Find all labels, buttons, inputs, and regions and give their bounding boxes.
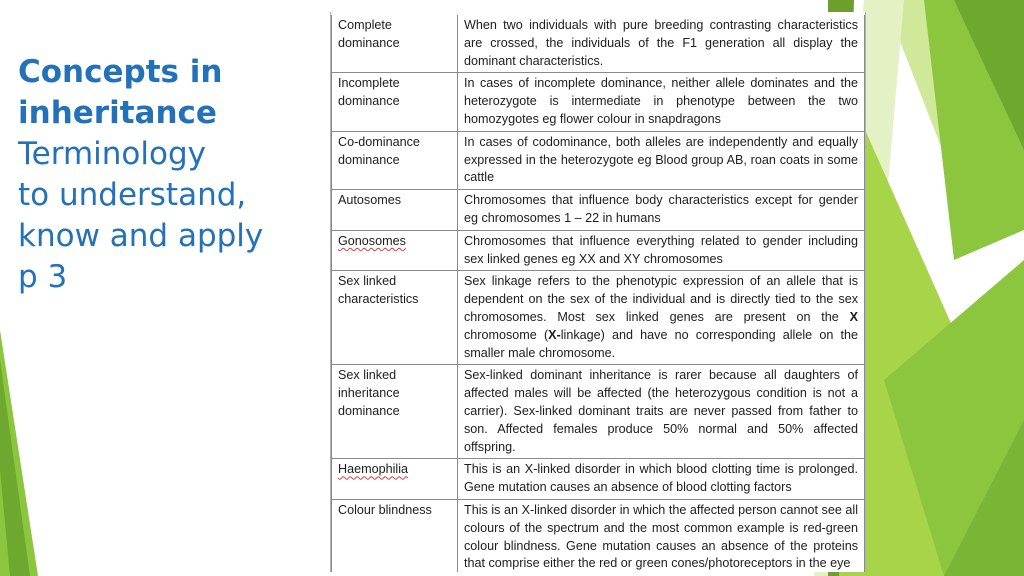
table-row: [332, 459, 865, 500]
terminology-document: [330, 12, 866, 572]
def-part: chromosome (: [464, 327, 549, 342]
table-row: [332, 230, 865, 271]
term-cell: Sex linked characteristics: [332, 271, 458, 365]
subtitle-line-2: to understand,: [18, 177, 247, 213]
definition-cell: Chromosomes that influence body characteristics except for gender eg chromosomes 1 – 22 in humans: [458, 190, 865, 231]
definition-cell: In cases of codominance, both alleles are independently and equally expressed in the heterozygote eg Blood group AB, roan coats in some cattle: [458, 131, 865, 189]
definition-cell: Chromosomes that influence everything related to gender including sex linked genes eg XX and XY chromosomes: [458, 230, 865, 271]
definition-cell: This is an X-linked disorder in which the affected person cannot see all colours of the spectrum and the most common example is red-green colour blindness. Gene mutation causes an absence of the proteins that comprise either the red or green cones/photoreceptors in the eye: [458, 499, 865, 572]
term-cell: Colour blindness: [332, 499, 458, 572]
table-row: [332, 15, 865, 73]
definition-cell: [458, 271, 865, 365]
definition-cell: In cases of incomplete dominance, neither allele dominates and the heterozygote is intermediate in phenotype between the two homozygotes eg flower colour in snapdragons: [458, 73, 865, 131]
terminology-table: [331, 15, 865, 572]
subtitle-line-4: p 3: [18, 259, 68, 295]
term-cell: Co-dominance dominance: [332, 131, 458, 189]
table-row: [332, 131, 865, 189]
term-cell: [332, 459, 458, 500]
def-bold-x-linkage: X-: [548, 327, 561, 342]
term-cell: Autosomes: [332, 190, 458, 231]
def-part: Sex linkage refers to the phenotypic expression of an allele that is dependent on the sex of the individual and is directly tied to the sex chromosomes. Most sex linked genes are present on the: [464, 274, 858, 324]
def-bold-x: X: [849, 309, 858, 324]
table-row: [332, 271, 865, 365]
term-cell: [332, 230, 458, 271]
term-gonosomes: Gonosomes: [338, 233, 406, 248]
table-row: [332, 190, 865, 231]
def-part: linkage) and have no corresponding allele on the smaller male chromosome.: [464, 327, 858, 360]
table-row: [332, 499, 865, 572]
term-cell: Sex linked inheritance dominance: [332, 365, 458, 459]
definition-cell: This is an X-linked disorder in which blood clotting time is prolonged. Gene mutation causes an absence of blood clotting factors: [458, 459, 865, 500]
slide-title-block: [18, 52, 318, 298]
definition-cell: Sex-linked dominant inheritance is rarer because all daughters of affected males will be affected (the heterozygous condition is not a carrier). Sex-linked dominant traits are never passed from father to son. Affected females produce 50% normal and 50% affected offspring.: [458, 365, 865, 459]
table-row: [332, 73, 865, 131]
subtitle-line-3: know and apply: [18, 218, 264, 254]
subtitle-line-1: Terminology: [18, 136, 206, 172]
definition-cell: When two individuals with pure breeding contrasting characteristics are crossed, the individuals of the F1 generation all display the dominant characteristics.: [458, 15, 865, 73]
term-cell: Complete dominance: [332, 15, 458, 73]
term-haemophilia: Haemophilia: [338, 462, 409, 477]
title-line-2: inheritance: [18, 95, 217, 131]
title-line-1: Concepts in: [18, 54, 223, 90]
term-cell: Incomplete dominance: [332, 73, 458, 131]
table-row: [332, 365, 865, 459]
